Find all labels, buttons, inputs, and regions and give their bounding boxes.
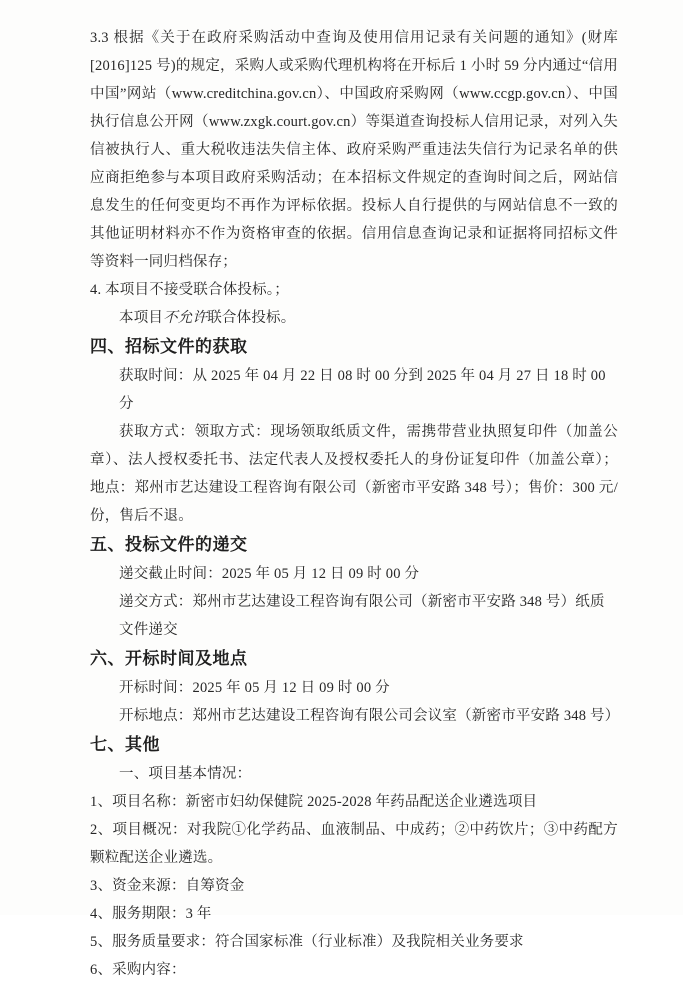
submission-method-line: 递交方式：郑州市艺达建设工程咨询有限公司（新密市平安路 348 号）纸质文件递交 [119, 594, 605, 638]
project-item-service-term: 4、服务期限：3 年 [90, 906, 212, 922]
no-consortium-note [90, 304, 618, 332]
no-consortium-note-prefix: 本项目 [119, 310, 164, 326]
submission-deadline-line: 递交截止时间：2025 年 05 月 12 日 09 时 00 分 [119, 566, 420, 582]
bid-opening-time-line: 开标时间：2025 年 05 月 12 日 09 时 00 分 [119, 680, 390, 696]
no-consortium-note-emphasis: 不允许 [163, 310, 208, 326]
no-consortium-note-suffix: 联合体投标。 [207, 310, 296, 326]
project-basic-info-label: 一、项目基本情况： [119, 766, 252, 782]
project-item-quality-requirement: 5、服务质量要求：符合国家标准（行业标准）及我院相关业务要求 [90, 934, 524, 950]
bid-opening-place-line: 开标地点：郑州市艺达建设工程咨询有限公司会议室（新密市平安路 348 号） [119, 708, 620, 724]
acquisition-method-paragraph: 获取方式：领取方式：现场领取纸质文件，需携带营业执照复印件（加盖公章）、法人授权委托书、法定代表人及授权委托人的身份证复印件（加盖公章）；地点：郑州市艺达建设工程咨询有限公司（新密市平安路 348 号）；售价：300 元/份，售后不退。 [90, 424, 618, 524]
project-item-name: 1、项目名称：新密市妇幼保健院 2025-2028 年药品配送企业遴选项目 [90, 794, 538, 810]
clause-credit-record-check: 3.3 根据《关于在政府采购活动中查询及使用信用记录有关问题的通知》(财库[2016]125 号)的规定，采购人或采购代理机构将在开标后 1 小时 59 分内通过“信用中国”网站（www.creditchina.gov.cn）、中国政府采购网（www.ccgp.gov.cn）、中国执行信息公开网（www.zxgk.court.gov.cn）等渠道查询投标人信用记录，对列入失信被执行人、重大税收违法失信主体、政府采购严重违法失信行为记录名单的供应商拒绝参与本项目政府采购活动；在本招标文件规定的查询时间之后，网站信息发生的任何变更均不再作为评标依据。投标人自行提供的与网站信息不一致的其他证明材料亦不作为资格审查的依据。信用信息查询记录和证据将同招标文件等资料一同归档保存； [90, 30, 618, 270]
clause-no-consortium: 4. 本项目不接受联合体投标。； [90, 282, 289, 298]
acquisition-time-line: 获取时间：从 2025 年 04 月 22 日 08 时 00 分到 2025 年 04 月 27 日 18 时 00 分 [119, 368, 606, 412]
project-item-overview: 2、项目概况：对我院①化学药品、血液制品、中成药；②中药饮片；③中药配方颗粒配送企业遴选。 [90, 822, 618, 866]
project-item-procurement-content: 6、采购内容： [90, 962, 186, 978]
document-content [90, 24, 618, 984]
project-item-funding: 3、资金来源：自筹资金 [90, 878, 245, 894]
section-heading-others: 七、其他 [90, 735, 160, 754]
section-heading-bid-opening: 六、开标时间及地点 [90, 649, 248, 668]
section-heading-bid-submission: 五、投标文件的递交 [90, 535, 248, 554]
section-heading-document-acquisition: 四、招标文件的获取 [90, 337, 248, 356]
